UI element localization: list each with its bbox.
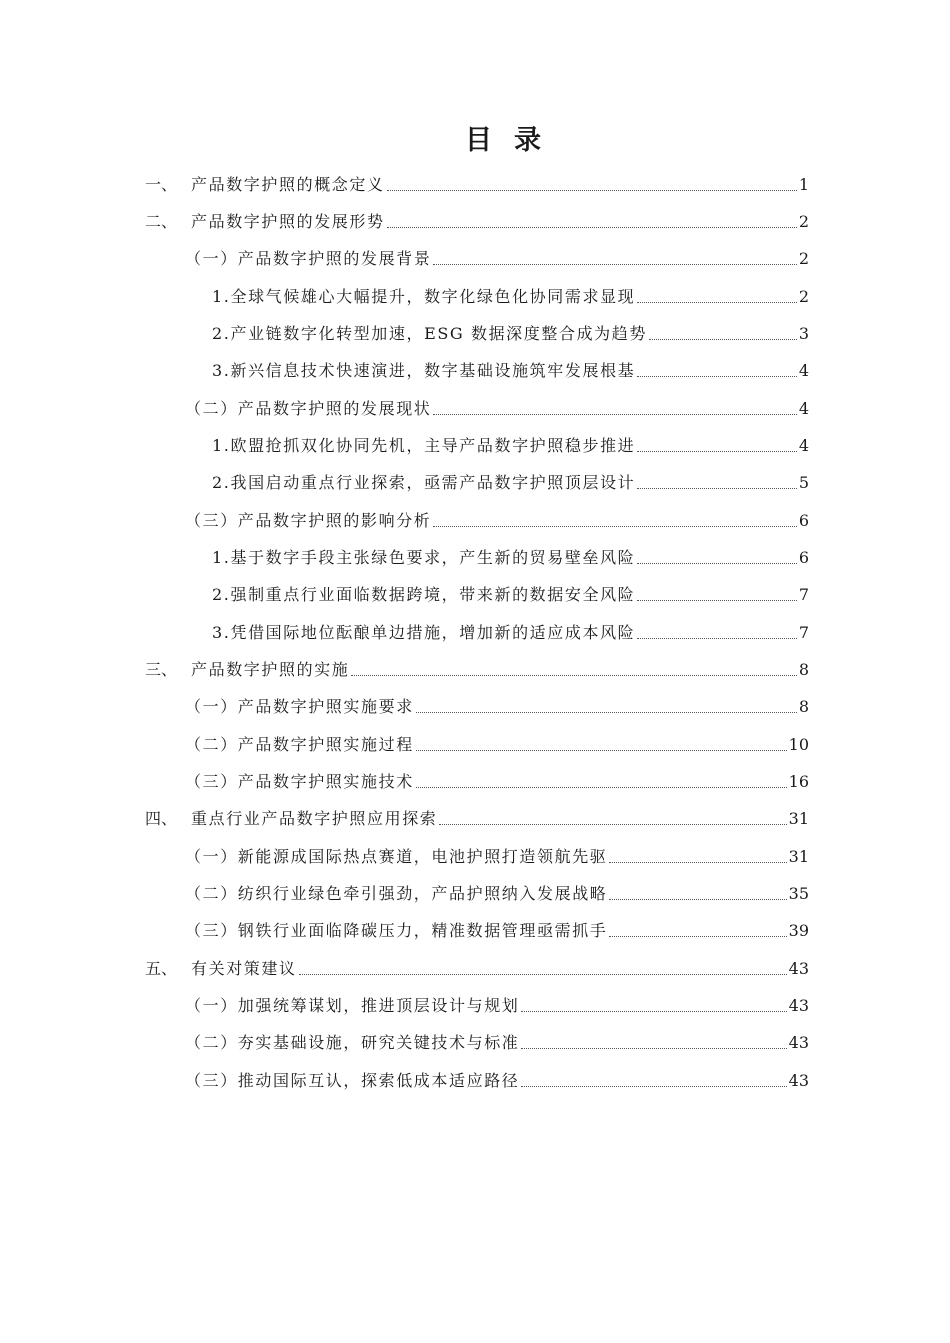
toc-text: 有关对策建议 [191, 959, 297, 978]
toc-leader [416, 750, 787, 751]
toc-entry-4[interactable] [145, 800, 809, 837]
toc-entry-1[interactable] [145, 166, 809, 203]
toc-number: 五、 [145, 959, 178, 978]
toc-page: 1 [798, 175, 809, 194]
toc-entry-4-1[interactable] [185, 838, 809, 875]
toc-entry-2-2[interactable] [185, 390, 809, 427]
toc-text: 2.产业链数字化转型加速，ESG 数据深度整合成为趋势 [212, 324, 647, 343]
toc-page: 43 [788, 959, 809, 978]
toc-number: 三、 [145, 660, 178, 679]
toc-leader [637, 563, 797, 564]
toc-leader [299, 974, 787, 975]
toc-entry-5-3[interactable] [185, 1062, 809, 1099]
toc-entry-4-2[interactable] [185, 875, 809, 912]
toc-page: 39 [788, 921, 809, 940]
toc-entry-2-1-2[interactable] [212, 315, 809, 352]
toc-page: 2 [798, 249, 809, 268]
toc-leader [609, 862, 786, 863]
toc-text: （三）推动国际互认，探索低成本适应路径 [185, 1071, 520, 1090]
toc-entry-5-2[interactable] [185, 1024, 809, 1061]
toc-leader [433, 414, 796, 415]
toc-leader [416, 712, 797, 713]
toc-text: 产品数字护照的发展形势 [191, 212, 385, 231]
toc-leader [521, 1011, 786, 1012]
toc-page: 6 [798, 511, 809, 530]
toc-leader [637, 600, 797, 601]
toc-leader [433, 526, 796, 527]
toc-page: 43 [788, 1033, 809, 1052]
toc-text: （三）钢铁行业面临降碳压力，精准数据管理亟需抓手 [185, 921, 608, 940]
toc-leader [387, 227, 797, 228]
toc-number: 二、 [145, 212, 178, 231]
title-char-2: 录 [514, 125, 541, 156]
toc-entry-5-1[interactable] [185, 987, 809, 1024]
toc-number: 一、 [145, 175, 178, 194]
toc-page: 43 [788, 996, 809, 1015]
toc-text: 1.欧盟抢抓双化协同先机，主导产品数字护照稳步推进 [212, 436, 636, 455]
toc-leader [521, 1048, 786, 1049]
toc-leader [439, 824, 786, 825]
toc-leader [637, 376, 797, 377]
toc-text: 1.基于数字手段主张绿色要求，产生新的贸易壁垒风险 [212, 548, 636, 567]
toc-leader [609, 936, 786, 937]
toc-text: 1.全球气候雄心大幅提升，数字化绿色化协同需求显现 [212, 287, 636, 306]
toc-page: 43 [788, 1071, 809, 1090]
toc-leader [637, 638, 797, 639]
toc-page: 7 [798, 623, 809, 642]
toc-number: 四、 [145, 809, 178, 828]
toc-entry-2-1-3[interactable] [212, 352, 809, 389]
toc-page: 4 [798, 399, 809, 418]
toc-page: 8 [798, 660, 809, 679]
toc-leader [609, 899, 786, 900]
toc-page: 4 [798, 436, 809, 455]
toc-page: 4 [798, 361, 809, 380]
toc-text: （一）产品数字护照实施要求 [185, 697, 414, 716]
toc-text: 重点行业产品数字护照应用探索 [191, 809, 438, 828]
toc-text: 产品数字护照的实施 [191, 660, 350, 679]
toc-entry-3-3[interactable] [185, 763, 809, 800]
toc-page: 2 [798, 212, 809, 231]
toc-entry-2-3[interactable] [185, 502, 809, 539]
toc-text: 3.凭借国际地位酝酿单边措施，增加新的适应成本风险 [212, 623, 636, 642]
toc-entry-2-3-2[interactable] [212, 576, 809, 613]
toc-leader [637, 488, 797, 489]
toc-leader [637, 451, 797, 452]
title-char-1: 目 [465, 125, 492, 156]
page-title [0, 118, 950, 157]
toc-page: 3 [798, 324, 809, 343]
toc-page: 10 [788, 735, 809, 754]
toc-text: 产品数字护照的概念定义 [191, 175, 385, 194]
toc-text: （一）加强统筹谋划，推进顶层设计与规划 [185, 996, 520, 1015]
toc-entry-2-2-2[interactable] [212, 464, 809, 501]
toc-text: （二）纺织行业绿色牵引强劲，产品护照纳入发展战略 [185, 884, 608, 903]
toc-text: 2.我国启动重点行业探索，亟需产品数字护照顶层设计 [212, 473, 636, 492]
toc-text: （一）产品数字护照的发展背景 [185, 249, 432, 268]
toc-entry-2-3-3[interactable] [212, 614, 809, 651]
toc-entry-4-3[interactable] [185, 912, 809, 949]
toc-entry-2-2-1[interactable] [212, 427, 809, 464]
toc-page: 7 [798, 585, 809, 604]
toc-entry-3-1[interactable] [185, 688, 809, 725]
toc-page: 8 [798, 697, 809, 716]
toc-page: 6 [798, 548, 809, 567]
toc-entry-2-1[interactable] [185, 240, 809, 277]
toc-text: （一）新能源成国际热点赛道，电池护照打造领航先驱 [185, 847, 608, 866]
toc-page: 35 [788, 884, 809, 903]
toc-text: （三）产品数字护照实施技术 [185, 772, 414, 791]
toc-leader [649, 339, 797, 340]
toc-text: （二）产品数字护照的发展现状 [185, 399, 432, 418]
toc-page: 31 [788, 809, 809, 828]
toc-entry-3[interactable] [145, 651, 809, 688]
toc-leader [433, 264, 796, 265]
toc-leader [387, 190, 797, 191]
toc-page: 16 [788, 772, 809, 791]
toc-leader [351, 675, 796, 676]
toc-page: 31 [788, 847, 809, 866]
toc-text: （二）产品数字护照实施过程 [185, 735, 414, 754]
toc-page: 2 [798, 287, 809, 306]
toc-entry-5[interactable] [145, 950, 809, 987]
toc-entry-2-3-1[interactable] [212, 539, 809, 576]
toc-entry-2-1-1[interactable] [212, 278, 809, 315]
toc-entry-3-2[interactable] [185, 726, 809, 763]
toc-leader [416, 787, 787, 788]
toc-text: 2.强制重点行业面临数据跨境，带来新的数据安全风险 [212, 585, 636, 604]
toc-entry-2[interactable] [145, 203, 809, 240]
toc-text: （三）产品数字护照的影响分析 [185, 511, 432, 530]
toc-leader [637, 302, 797, 303]
toc-text: 3.新兴信息技术快速演进，数字基础设施筑牢发展根基 [212, 361, 636, 380]
toc-page: 5 [798, 473, 809, 492]
toc-text: （二）夯实基础设施，研究关键技术与标准 [185, 1033, 520, 1052]
toc-leader [521, 1086, 786, 1087]
